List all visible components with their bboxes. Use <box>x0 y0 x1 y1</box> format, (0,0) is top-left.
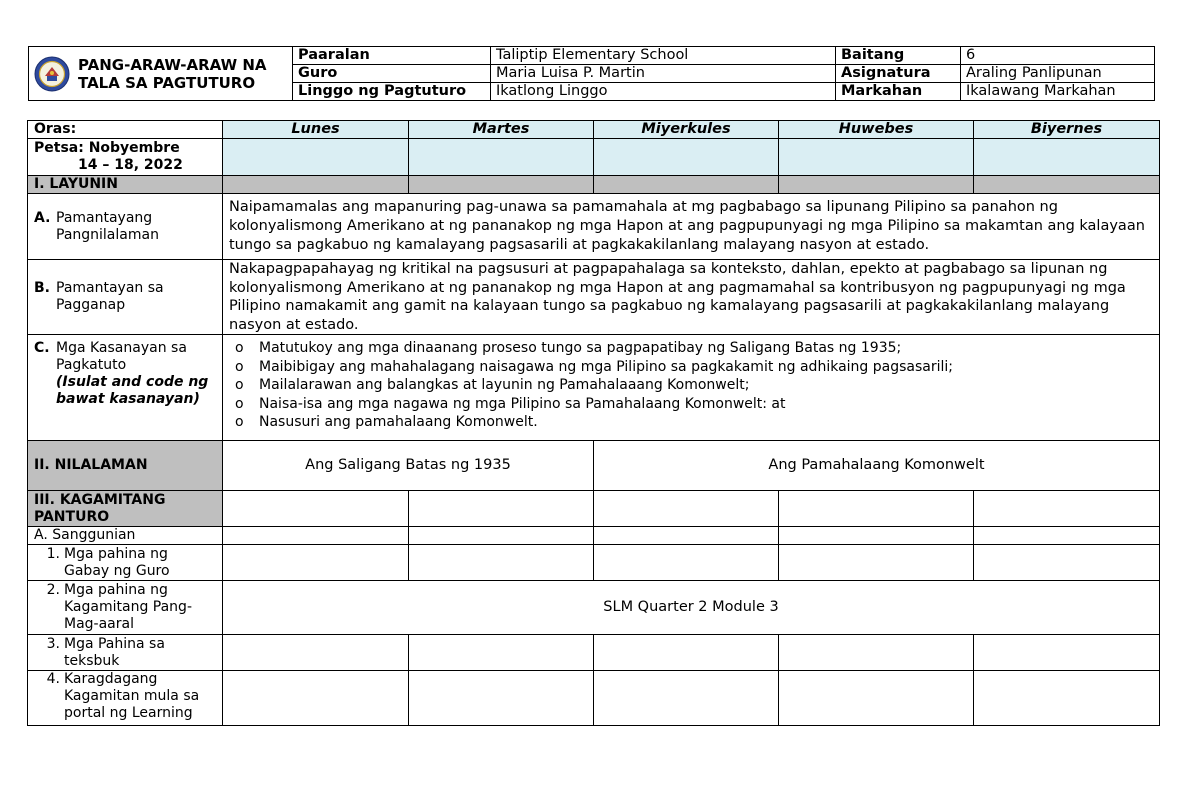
layunin-fill-1 <box>223 176 409 194</box>
ref-line: Kagamitan mula sa <box>64 688 200 704</box>
gabay-ng-guro-label <box>28 545 223 581</box>
petsa-miyerkules <box>594 139 779 176</box>
ref-line: Mga pahina ng <box>64 582 168 598</box>
bullet-icon: o <box>235 358 244 375</box>
petsa-line1: Petsa: Nobyembre <box>34 140 180 156</box>
header-title-line2: TALA SA PAGTUTURO <box>78 73 256 92</box>
ref-number: 4. <box>46 671 60 687</box>
kasanayan-item <box>229 413 1153 432</box>
day-header-huwebes: Huwebes <box>779 121 974 139</box>
kagamitan-heading-line1: III. KAGAMITANG <box>34 491 166 508</box>
layunin-fill-5 <box>974 176 1160 194</box>
b-label-line1: Pamantayan sa <box>56 280 164 296</box>
kasanayan-label <box>28 335 223 441</box>
ref-cell <box>779 545 974 581</box>
ref-cell <box>409 671 594 726</box>
petsa-biyernes <box>974 139 1160 176</box>
ref-number: 2. <box>46 582 60 598</box>
kasanayan-item-text: Matutukoy ang mga dinaanang proseso tungo sa pagpapatibay ng Saligang Batas ng 1935; <box>259 340 902 356</box>
ref-cell <box>223 545 409 581</box>
c-label-line2: Pagkatuto <box>56 357 127 373</box>
pamantayan-sa-pagganap-text: Nakapagpapahayag ng kritikal na pagsusuri at pagpapahalaga sa konteksto, dahlan, epekto at pagbabago sa lipunan ng kolonyalismong Amerikano at ng pananakop ng mga Hapon at ang pagmamahal sa kontribusyon ng pagpupunyagi ng mga Pilipino namakamit ang gamit na kalayaan tungo sa pagkabuo ng kamalayang pagsasarili at pagkakakilanlang malayang nasyon at estado. <box>223 260 1160 335</box>
lesson-plan-table <box>27 120 1160 726</box>
kagamitan-cell <box>779 491 974 527</box>
header-title-cell <box>29 47 293 101</box>
a-label-line2: Pangnilalaman <box>56 226 159 243</box>
nilalaman-heading: II. NILALAMAN <box>28 441 223 491</box>
item-key-c: C. <box>34 340 50 356</box>
label-paaralan: Paaralan <box>293 47 491 65</box>
sanggunian-label: A. Sanggunian <box>28 527 223 545</box>
kasanayan-item-text: Mailalarawan ang balangkas at layunin ng Pamahalaaang Komonwelt; <box>259 377 750 393</box>
karagdagang-kagamitan-label <box>28 671 223 726</box>
kasanayan-item <box>229 376 1153 395</box>
a-label-line1: Pamantayang <box>56 209 153 226</box>
ref-line: Mga pahina ng <box>64 545 168 562</box>
ref-line: portal ng Learning <box>64 705 193 721</box>
kasanayan-item-text: Nasusuri ang pamahalaang Komonwelt. <box>259 414 538 430</box>
ref-cell <box>974 545 1160 581</box>
kasanayan-list-cell <box>223 335 1160 441</box>
header-title-line1: PANG-ARAW-ARAW NA <box>78 55 267 74</box>
layunin-fill-4 <box>779 176 974 194</box>
petsa-lunes <box>223 139 409 176</box>
ref-line: Mag-aaral <box>64 616 134 632</box>
ref-line: Karagdagang <box>64 671 158 687</box>
sanggunian-cell <box>223 527 409 545</box>
pamantayang-pangnilalaman-label <box>28 194 223 260</box>
kagamitan-heading-line2: PANTURO <box>34 508 110 525</box>
kagamitan-cell <box>409 491 594 527</box>
nilalaman-left: Ang Saligang Batas ng 1935 <box>223 441 594 491</box>
kagamitan-cell <box>594 491 779 527</box>
kagamitang-pang-mag-aaral-label <box>28 581 223 635</box>
ref-cell <box>594 671 779 726</box>
pamantayan-sa-pagganap-label <box>28 260 223 335</box>
label-linggo: Linggo ng Pagtuturo <box>293 83 491 101</box>
value-baitang: 6 <box>961 47 1155 65</box>
kagamitan-cell <box>223 491 409 527</box>
ref-number: 3. <box>46 635 60 652</box>
c-label-note: (Isulat and code ng bawat kasanayan) <box>56 374 209 407</box>
day-header-biyernes: Biyernes <box>974 121 1160 139</box>
kasanayan-list <box>229 339 1153 432</box>
nilalaman-right: Ang Pamahalaang Komonwelt <box>594 441 1160 491</box>
kasanayan-item <box>229 358 1153 377</box>
ref-cell <box>779 635 974 671</box>
petsa-martes <box>409 139 594 176</box>
sanggunian-cell <box>594 527 779 545</box>
c-label-line1: Mga Kasanayan sa <box>56 340 187 356</box>
item-key-a: A. <box>34 209 51 226</box>
value-markahan: Ikalawang Markahan <box>961 83 1155 101</box>
ref-cell <box>594 545 779 581</box>
label-guro: Guro <box>293 65 491 83</box>
bullet-icon: o <box>235 377 244 393</box>
bullet-icon: o <box>235 395 244 412</box>
petsa-cell <box>28 139 223 176</box>
value-paaralan: Taliptip Elementary School <box>491 47 836 65</box>
layunin-fill-2 <box>409 176 594 194</box>
kasanayan-item-text: Naisa-isa ang mga nagawa ng mga Pilipino sa Pamahalaang Komonwelt: at <box>259 395 786 412</box>
ref-line: teksbuk <box>64 652 120 669</box>
day-header-miyerkules: Miyerkules <box>594 121 779 139</box>
sanggunian-cell <box>974 527 1160 545</box>
ref-line: Mga Pahina sa <box>64 635 165 652</box>
day-header-martes: Martes <box>409 121 594 139</box>
day-header-lunes: Lunes <box>223 121 409 139</box>
item-key-b: B. <box>34 280 50 296</box>
slm-reference: SLM Quarter 2 Module 3 <box>223 581 1160 635</box>
bullet-icon: o <box>235 414 244 430</box>
layunin-heading: I. LAYUNIN <box>28 176 223 194</box>
ref-cell <box>779 671 974 726</box>
ref-cell <box>594 635 779 671</box>
sanggunian-cell <box>409 527 594 545</box>
ref-cell <box>974 671 1160 726</box>
ref-line: Kagamitang Pang- <box>64 599 192 615</box>
label-baitang: Baitang <box>836 47 961 65</box>
petsa-line2: 14 – 18, 2022 <box>78 157 183 173</box>
ref-number: 1. <box>46 545 60 562</box>
ref-cell <box>223 671 409 726</box>
value-asignatura: Araling Panlipunan <box>961 65 1155 83</box>
petsa-huwebes <box>779 139 974 176</box>
ref-line: Gabay ng Guro <box>64 562 170 579</box>
value-linggo: Ikatlong Linggo <box>491 83 836 101</box>
ref-cell <box>974 635 1160 671</box>
header-table <box>28 46 1155 101</box>
kasanayan-item <box>229 339 1153 358</box>
sanggunian-cell <box>779 527 974 545</box>
ref-cell <box>409 635 594 671</box>
oras-label: Oras: <box>28 121 223 139</box>
layunin-fill-3 <box>594 176 779 194</box>
kagamitan-heading <box>28 491 223 527</box>
kagamitan-cell <box>974 491 1160 527</box>
bullet-icon: o <box>235 340 244 356</box>
label-markahan: Markahan <box>836 83 961 101</box>
ref-cell <box>223 635 409 671</box>
pamantayang-pangnilalaman-text: Naipamamalas ang mapanuring pag-unawa sa pamamahala at mg pagbabago sa lipunang Pilipino sa panahon ng kolonyalismong Amerikano at ng pananakop ng mga Hapon at ang pagpupunyagi ng mga Pilipino sa makamtan ang kalayaan tungo sa pagkabuo ng kamalayang pagsasarili at pagkakakilanlang malayang nasyon at estado. <box>223 194 1160 260</box>
label-asignatura: Asignatura <box>836 65 961 83</box>
b-label-line2: Pagganap <box>56 297 126 313</box>
kasanayan-item <box>229 395 1153 414</box>
teksbuk-label <box>28 635 223 671</box>
kasanayan-item-text: Maibibigay ang mahahalagang naisagawa ng mga Pilipino sa pagkakamit ng adhikaing pagsasarili; <box>259 358 953 375</box>
ref-cell <box>409 545 594 581</box>
value-guro: Maria Luisa P. Martin <box>491 65 836 83</box>
deped-seal-icon <box>34 56 70 92</box>
